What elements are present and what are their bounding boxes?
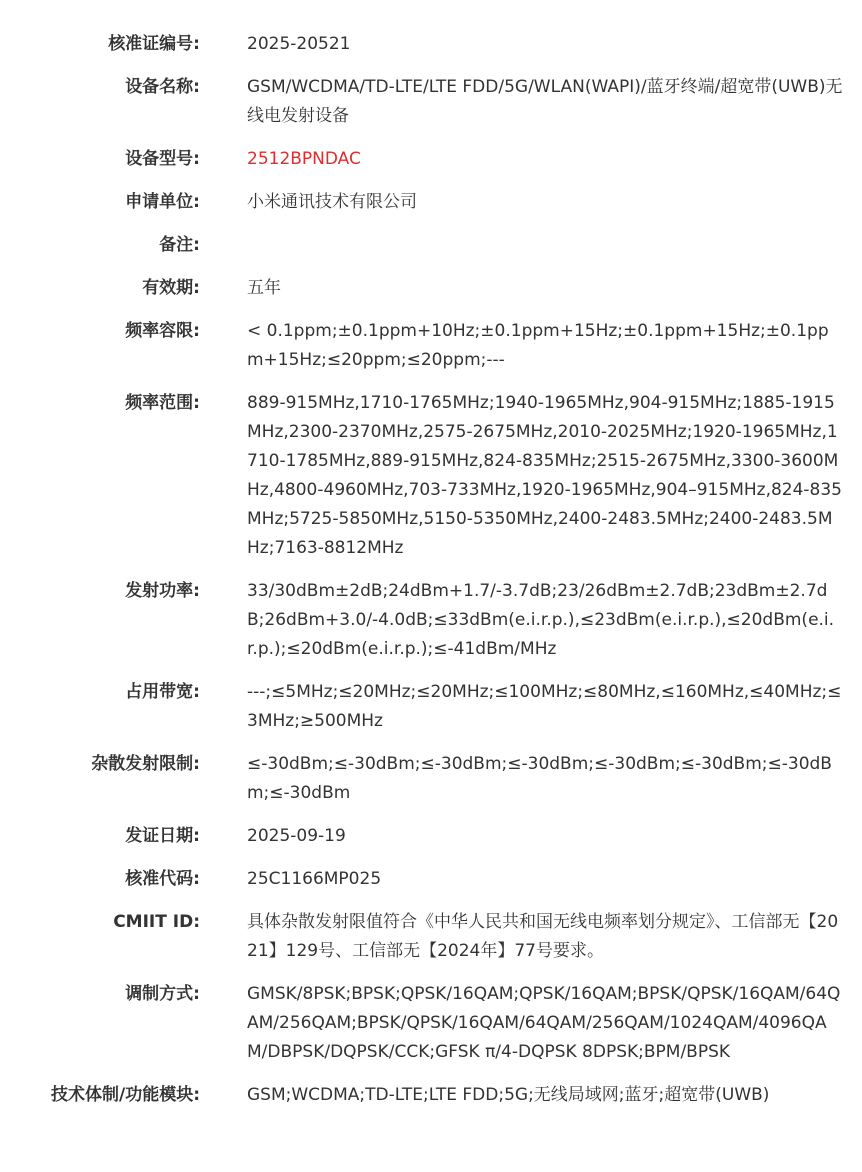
row-frequency-range: [0, 389, 862, 563]
approval-code-label: 核准代码:: [125, 869, 200, 889]
device-name-value: GSM/WCDMA/TD-LTE/LTE FDD/5G/WLAN(WAPI)/蓝牙终端/超宽带(UWB)无线电发射设备: [247, 77, 843, 126]
row-device-name: [0, 73, 862, 131]
spurious-emission-value: ≤-30dBm;≤-30dBm;≤-30dBm;≤-30dBm;≤-30dBm;≤-30dBm;≤-30dBm;≤-30dBm: [247, 754, 832, 803]
technology-modules-label: 技术体制/功能模块:: [50, 1085, 200, 1105]
frequency-range-label: 频率范围:: [125, 393, 200, 413]
row-applicant: [0, 188, 862, 217]
approval-number-label: 核准证编号:: [108, 34, 200, 54]
approval-number-value: 2025-20521: [247, 34, 351, 54]
row-issue-date: [0, 822, 862, 851]
approval-code-value: 25C1166MP025: [247, 869, 382, 889]
remarks-label: 备注:: [159, 235, 200, 255]
remarks-value: [247, 231, 843, 260]
cmiit-id-label: CMIIT ID:: [113, 912, 200, 932]
row-cmiit-id: [0, 908, 862, 966]
occupied-bandwidth-label: 占用带宽:: [125, 682, 200, 702]
frequency-tolerance-label: 频率容限:: [125, 321, 200, 341]
applicant-value: 小米通讯技术有限公司: [247, 192, 417, 212]
cmiit-id-value: 具体杂散发射限值符合《中华人民共和国无线电频率划分规定》、工信部无【2021】129号、工信部无【2024年】77号要求。: [247, 912, 839, 961]
row-technology-modules: [0, 1081, 862, 1110]
row-device-model: [0, 145, 862, 174]
validity-value: 五年: [247, 278, 281, 298]
spurious-emission-label: 杂散发射限制:: [91, 754, 200, 774]
frequency-tolerance-value: < 0.1ppm;±0.1ppm+10Hz;±0.1ppm+15Hz;±0.1ppm+15Hz;±0.1ppm+15Hz;≤20ppm;≤20ppm;---: [247, 321, 829, 370]
row-modulation: [0, 980, 862, 1067]
device-model-label: 设备型号:: [125, 149, 200, 169]
transmit-power-value: 33/30dBm±2dB;24dBm+1.7/-3.7dB;23/26dBm±2.7dB;23dBm±2.7dB;26dBm+3.0/-4.0dB;≤33dBm(e.i.r.p.),≤23dBm(e.i.r.p.),≤20dBm(e.i.r.p.);≤20dBm(e.i.r.p.);≤-41dBm/MHz: [247, 581, 835, 659]
transmit-power-label: 发射功率:: [125, 581, 200, 601]
occupied-bandwidth-value: ---;≤5MHz;≤20MHz;≤20MHz;≤100MHz;≤80MHz,≤160MHz,≤40MHz;≤3MHz;≥500MHz: [247, 682, 842, 731]
frequency-range-value: 889-915MHz,1710-1765MHz;1940-1965MHz,904-915MHz;1885-1915MHz,2300-2370MHz,2575-2675MHz,2010-2025MHz;1920-1965MHz,1710-1785MHz,889-915MHz,824-835MHz;2515-2675MHz,3300-3600MHz,4800-4960MHz,703-733MHz,1920-1965MHz,904–915MHz,824-835MHz;5725-5850MHz,5150-5350MHz,2400-2483.5MHz;2400-2483.5MHz;7163-8812MHz: [247, 393, 842, 558]
row-frequency-tolerance: [0, 317, 862, 375]
row-transmit-power: [0, 577, 862, 664]
device-name-label: 设备名称:: [125, 77, 200, 97]
issue-date-value: 2025-09-19: [247, 826, 346, 846]
technology-modules-value: GSM;WCDMA;TD-LTE;LTE FDD;5G;无线局域网;蓝牙;超宽带(UWB): [247, 1085, 770, 1105]
modulation-value: GMSK/8PSK;BPSK;QPSK/16QAM;QPSK/16QAM;BPSK/QPSK/16QAM/64QAM/256QAM;BPSK/QPSK/16QAM/64QAM/256QAM/1024QAM/4096QAM/DBPSK/DQPSK/CCK;GFSK π/4-DQPSK 8DPSK;BPM/BPSK: [247, 984, 841, 1062]
validity-label: 有效期:: [142, 278, 200, 298]
row-validity: [0, 274, 862, 303]
row-approval-number: [0, 30, 862, 59]
row-occupied-bandwidth: [0, 678, 862, 736]
modulation-label: 调制方式:: [125, 984, 200, 1004]
row-approval-code: [0, 865, 862, 894]
row-remarks: [0, 231, 862, 260]
row-spurious-emission: [0, 750, 862, 808]
applicant-label: 申请单位:: [125, 192, 200, 212]
issue-date-label: 发证日期:: [125, 826, 200, 846]
device-model-value: 2512BPNDAC: [247, 149, 361, 169]
